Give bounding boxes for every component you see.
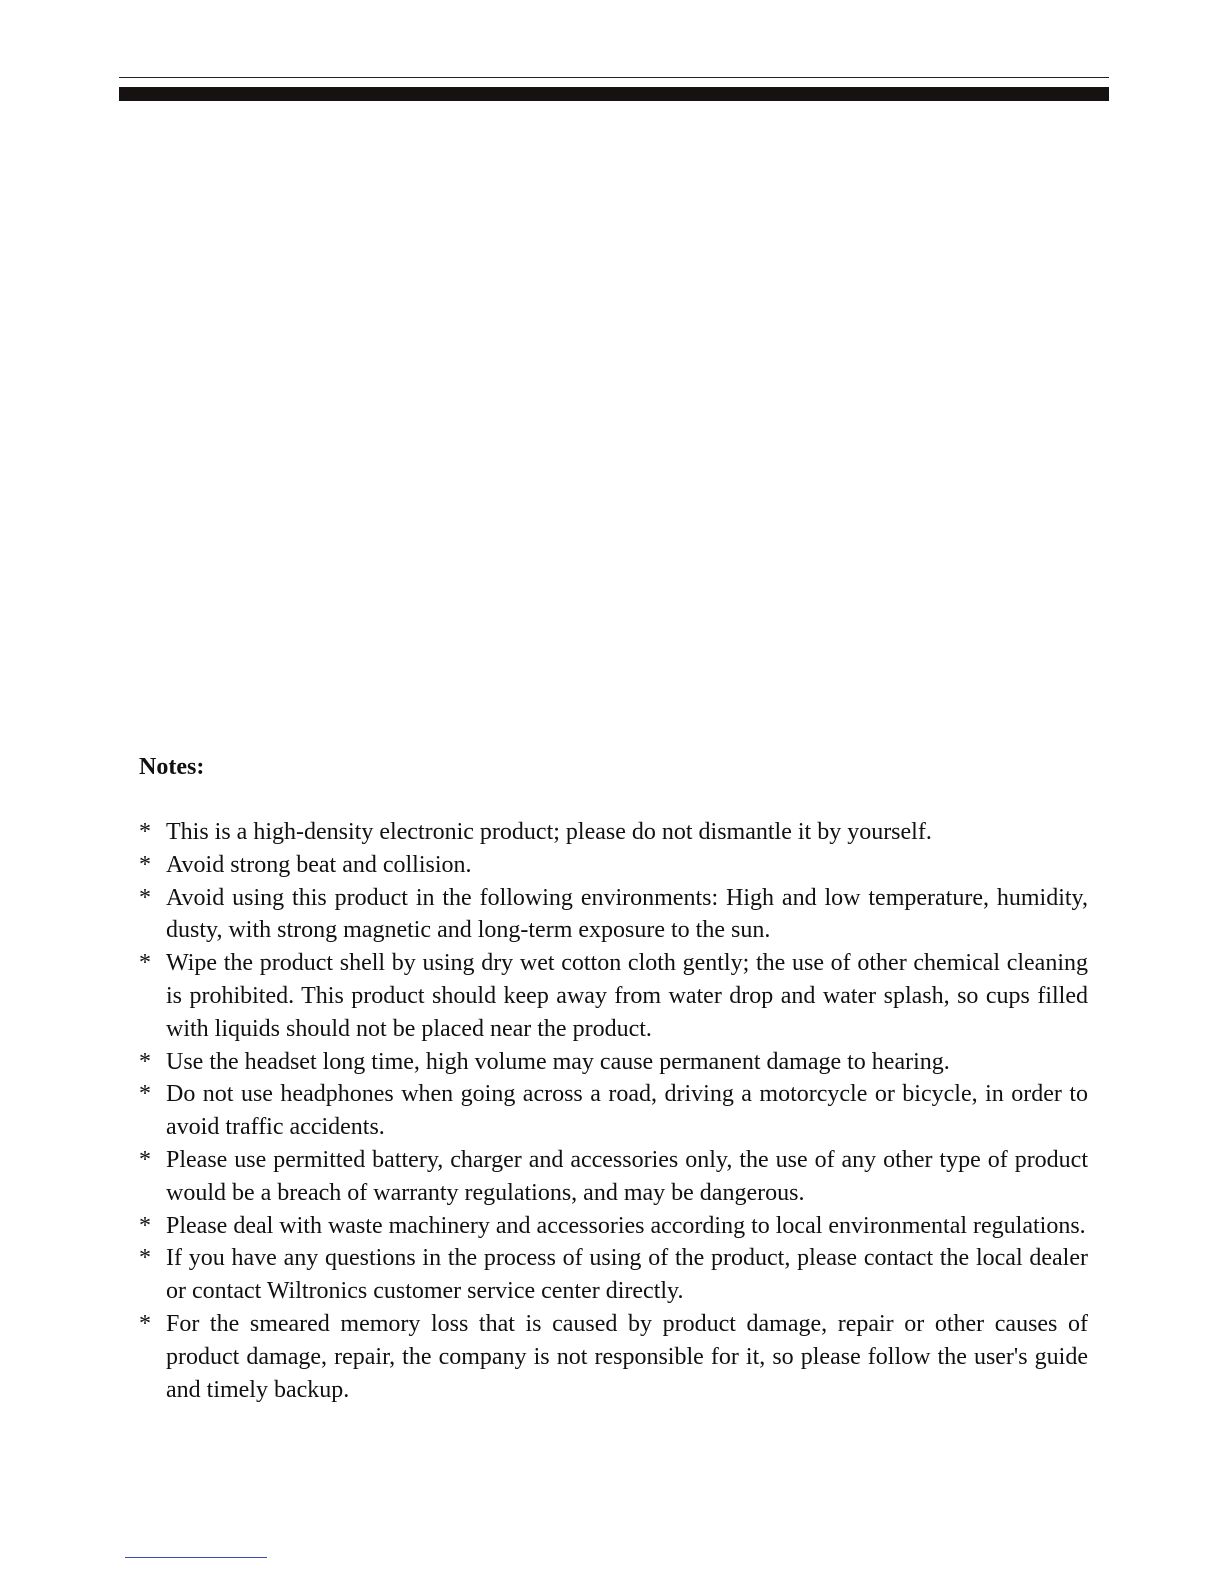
note-item (139, 849, 1088, 882)
note-bullet: * (139, 884, 151, 911)
note-bullet: * (139, 1245, 151, 1272)
note-item (139, 1308, 1088, 1406)
header-thin-rule (119, 77, 1109, 78)
footer-rule (125, 1557, 267, 1558)
notes-heading: Notes: (139, 754, 205, 780)
note-text: Please use permitted battery, charger and accessories only, the use of any other type of product would be a breach of warranty regulations, and may be dangerous. (166, 1146, 1088, 1206)
note-text: If you have any questions in the process of using of the product, please contact the local dealer or contact Wiltronics customer service center directly. (166, 1245, 1088, 1305)
notes-list (139, 816, 1088, 1406)
note-item (139, 1210, 1088, 1243)
note-text: Avoid using this product in the following environments: High and low temperature, humidity, dusty, with strong magnetic and long-term exposure to the sun. (166, 884, 1088, 944)
note-item (139, 1046, 1088, 1079)
note-text: Do not use headphones when going across a road, driving a motorcycle or bicycle, in order to avoid traffic accidents. (166, 1081, 1088, 1141)
note-bullet: * (139, 1212, 151, 1239)
note-text: Please deal with waste machinery and accessories according to local environmental regulations. (166, 1212, 1086, 1239)
note-bullet: * (139, 1081, 151, 1108)
note-item (139, 1144, 1088, 1210)
note-text: Use the headset long time, high volume may cause permanent damage to hearing. (166, 1048, 950, 1075)
note-item (139, 1242, 1088, 1308)
note-text: This is a high-density electronic product; please do not dismantle it by yourself. (166, 819, 932, 845)
note-bullet: * (139, 851, 151, 878)
note-bullet: * (139, 819, 151, 845)
note-text: For the smeared memory loss that is caused by product damage, repair or other causes of product damage, repair, the company is not responsible for it, so please follow the user's guide and timely backup. (166, 1310, 1088, 1403)
note-text: Avoid strong beat and collision. (166, 851, 472, 878)
note-bullet: * (139, 950, 151, 977)
header-thick-bar (119, 87, 1109, 101)
note-text: Wipe the product shell by using dry wet cotton cloth gently; the use of other chemical cleaning is prohibited. This product should keep away from water drop and water splash, so cups filled with liquids should not be placed near the product. (166, 950, 1088, 1042)
note-bullet: * (139, 1310, 151, 1337)
note-item (139, 947, 1088, 1045)
note-bullet: * (139, 1146, 151, 1173)
note-item (139, 882, 1088, 948)
note-item (139, 1078, 1088, 1144)
note-item (139, 816, 1088, 849)
note-bullet: * (139, 1048, 151, 1075)
